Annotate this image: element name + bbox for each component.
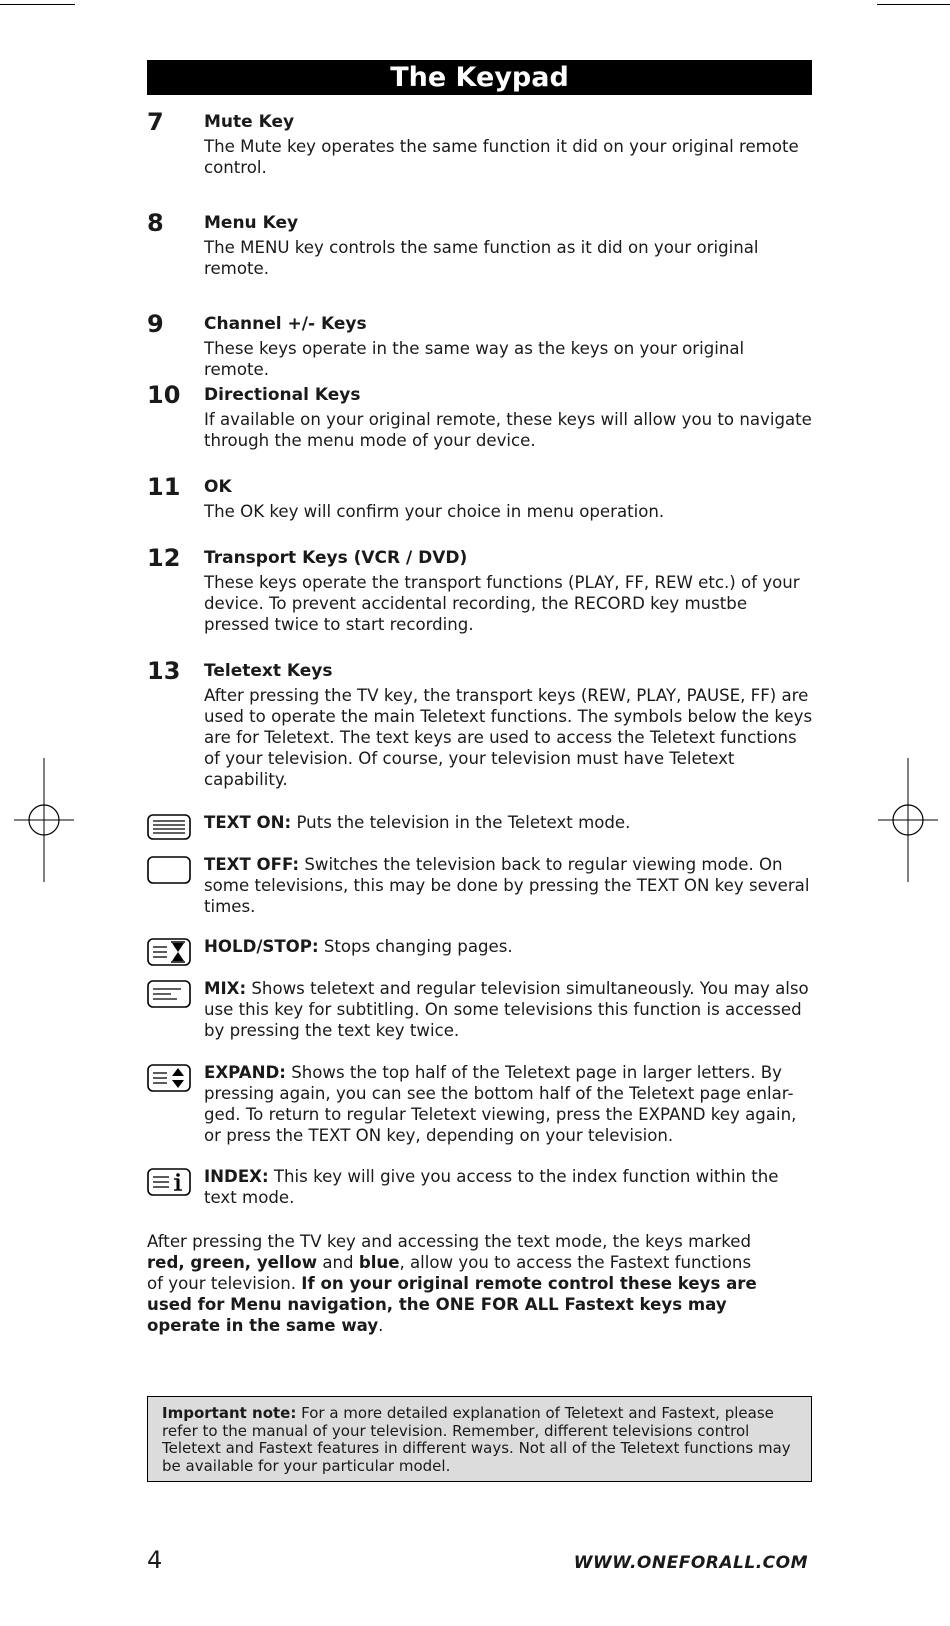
expand-icon [147, 1064, 191, 1092]
crop-mark [0, 4, 75, 5]
index-icon [147, 1168, 191, 1196]
item-heading: Mute Key [204, 112, 295, 132]
item-number: 7 [147, 108, 164, 136]
text-off-icon [147, 856, 191, 884]
key-label: TEXT OFF: [204, 855, 300, 874]
item-heading: Transport Keys (VCR / DVD) [204, 548, 468, 568]
item-number: 13 [147, 657, 181, 685]
item-number: 12 [147, 544, 181, 572]
fastext-text: , allow you to access the Fastext functions of your television. [147, 1253, 752, 1293]
item-body: The MENU key controls the same function as it did on your original remote. [204, 238, 759, 278]
text-on-icon [147, 814, 191, 840]
item-body: The OK key will confirm your choice in menu operation. [204, 502, 665, 521]
item-body: If available on your original remote, these keys will allow you to navigate through the menu mode of your device. [204, 410, 812, 450]
fastext-text: After pressing the TV key and accessing the text mode, the keys marked [147, 1232, 752, 1251]
note-label: Important note: [162, 1404, 297, 1422]
item-body: The Mute key operates the same function it did on your original remote control. [204, 137, 799, 177]
item-number: 10 [147, 381, 181, 409]
item-heading: OK [204, 477, 232, 497]
key-label: MIX: [204, 979, 247, 998]
fastext-text: . [378, 1316, 384, 1335]
key-label: INDEX: [204, 1167, 269, 1186]
item-heading: Teletext Keys [204, 661, 333, 681]
registration-mark-left [12, 758, 76, 882]
fastext-bold-sentence: If on your original remote control these keys are used for Menu navigation, the ONE FOR ALL Fastext keys may operate in the same way [147, 1274, 757, 1335]
website-url: WWW.ONEFORALL.COM [573, 1553, 808, 1573]
item-body: After pressing the TV key, the transport keys (REW, PLAY, PAUSE, FF) are used to operate the main Teletext functions. The symbols below the keys are for Teletext. The text keys are used to access the Teletext functions of your television. Of course, your television must have Teletext capability. [204, 686, 813, 789]
key-desc: This key will give you access to the index function within the text mode. [204, 1167, 779, 1207]
item-heading: Channel +/- Keys [204, 314, 367, 334]
fastext-colors: red, green, yellow [147, 1253, 318, 1272]
page-title: The Keypad [147, 60, 812, 95]
fastext-paragraph [147, 1231, 767, 1336]
key-label: EXPAND: [204, 1063, 286, 1082]
key-desc: Shows the top half of the Teletext page in larger letters. By pressing again, you can see the bottom half of the Teletext page enlar-ged. To return to regular Teletext viewing, press the EXPAND key again, or press the TEXT ON key, depending on your television. [204, 1063, 797, 1145]
key-desc: Switches the television back to regular viewing mode. On some televisions, this may be done by pressing the TEXT ON key several times. [204, 855, 810, 916]
hold-stop-icon [147, 938, 191, 966]
item-body: These keys operate the transport functions (PLAY, FF, REW etc.) of your device. To prevent accidental recording, the RECORD key mustbe pressed twice to start recording. [204, 573, 800, 634]
note-text: For a more detailed explanation of Teletext and Fastext, please refer to the manual of your television. Remember, different televisions control Teletext and Fastext features in different ways. Not all of the Teletext functions may be available for your particular model. [162, 1404, 791, 1475]
fastext-colors: blue [358, 1253, 400, 1272]
item-body: These keys operate in the same way as the keys on your original remote. [204, 339, 745, 379]
key-label: TEXT ON: [204, 813, 292, 832]
fastext-text: and [317, 1253, 359, 1272]
item-number: 9 [147, 310, 164, 338]
key-desc: Stops changing pages. [318, 937, 513, 956]
item-number: 11 [147, 473, 181, 501]
page-number: 4 [147, 1546, 163, 1574]
registration-mark-right [876, 758, 940, 882]
key-desc: Shows teletext and regular television simultaneously. You may also use this key for subtitling. On some televisions this function is accessed by pressing the text key twice. [204, 979, 809, 1040]
crop-mark [877, 4, 950, 5]
mix-icon [147, 980, 191, 1008]
item-heading: Directional Keys [204, 385, 361, 405]
item-number: 8 [147, 209, 164, 237]
item-heading: Menu Key [204, 213, 299, 233]
key-desc: Puts the television in the Teletext mode. [291, 813, 631, 832]
important-note-box [147, 1396, 812, 1482]
key-label: HOLD/STOP: [204, 937, 319, 956]
